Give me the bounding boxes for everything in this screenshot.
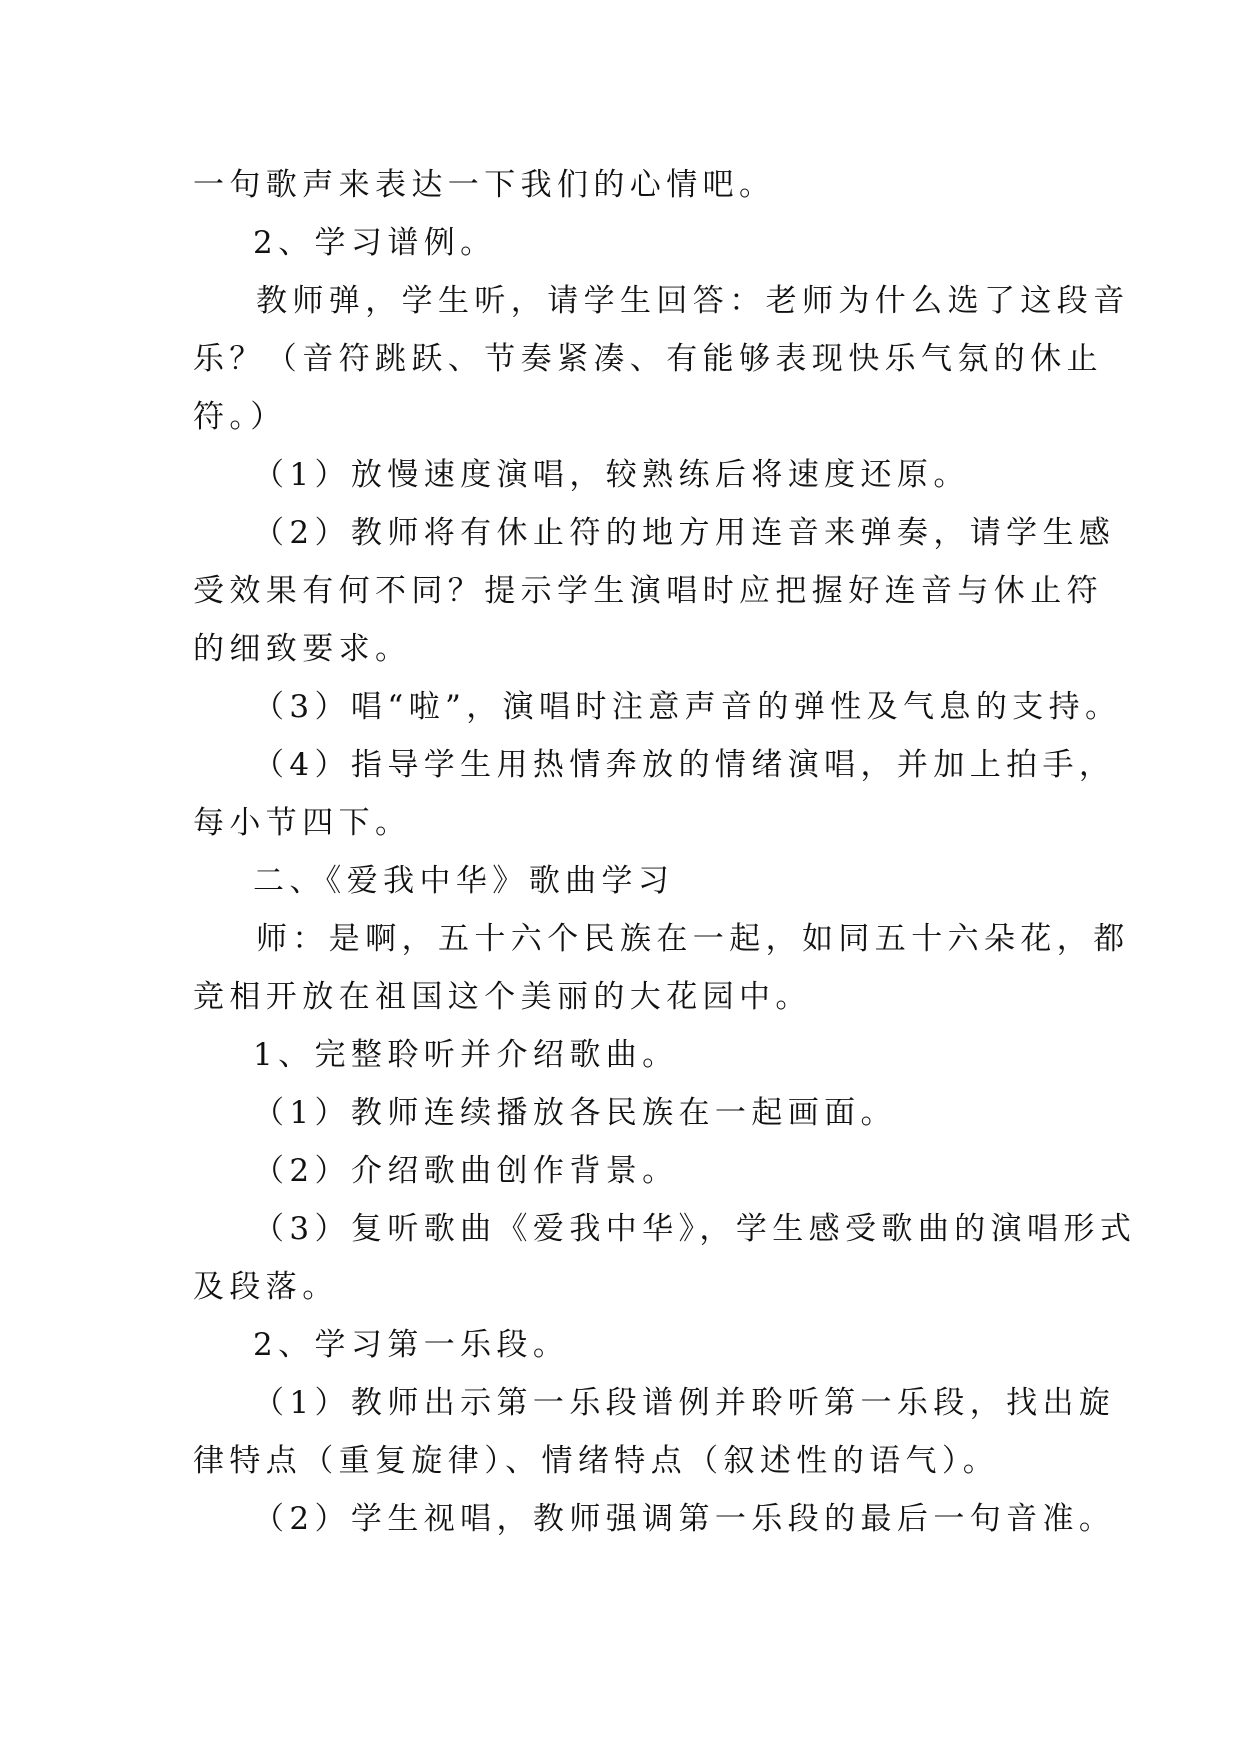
list-item: （1）教师连续播放各民族在一起画面。 [253, 1095, 897, 1131]
paragraph-line: 受效果有何不同？提示学生演唱时应把握好连音与休止符 [193, 573, 1103, 609]
list-item: （1）放慢速度演唱，较熟练后将速度还原。 [253, 457, 970, 493]
section-heading: 1、完整聆听并介绍歌曲。 [253, 1037, 679, 1073]
paragraph-line: 每小节四下。 [193, 805, 412, 841]
paragraph-line: 的细致要求。 [193, 631, 412, 667]
list-item: （4）指导学生用热情奔放的情绪演唱，并加上拍手， [253, 747, 1116, 783]
paragraph-line: 及段落。 [193, 1269, 339, 1305]
list-item: （2）学生视唱，教师强调第一乐段的最后一句音准。 [253, 1501, 1116, 1537]
list-item: （1）教师出示第一乐段谱例并聆听第一乐段，找出旋 [253, 1385, 1116, 1421]
section-heading: 2、学习第一乐段。 [253, 1327, 570, 1363]
list-item: （3）复听歌曲《爱我中华》，学生感受歌曲的演唱形式 [253, 1211, 1137, 1247]
section-heading: 二、《爱我中华》歌曲学习 [253, 863, 675, 899]
paragraph-line: 教师弹，学生听，请学生回答：老师为什么选了这段音 [256, 283, 1130, 319]
paragraph-line: 师：是啊，五十六个民族在一起，如同五十六朵花，都 [256, 921, 1130, 957]
paragraph-line: 乐？（音符跳跃、节奏紧凑、有能够表现快乐气氛的休止 [193, 341, 1103, 377]
section-heading: 2、学习谱例。 [253, 225, 497, 261]
paragraph-line: 一句歌声来表达一下我们的心情吧。 [193, 167, 776, 203]
list-item: （3）唱“啦”，演唱时注意声音的弹性及气息的支持。 [253, 689, 1122, 725]
list-item: （2）教师将有休止符的地方用连音来弹奏，请学生感 [253, 515, 1116, 551]
paragraph-line: 律特点（重复旋律）、情绪特点（叙述性的语气）。 [193, 1443, 1000, 1479]
paragraph-line: 符。） [193, 399, 287, 435]
list-item: （2）介绍歌曲创作背景。 [253, 1153, 679, 1189]
paragraph-line: 竞相开放在祖国这个美丽的大花园中。 [193, 979, 812, 1015]
